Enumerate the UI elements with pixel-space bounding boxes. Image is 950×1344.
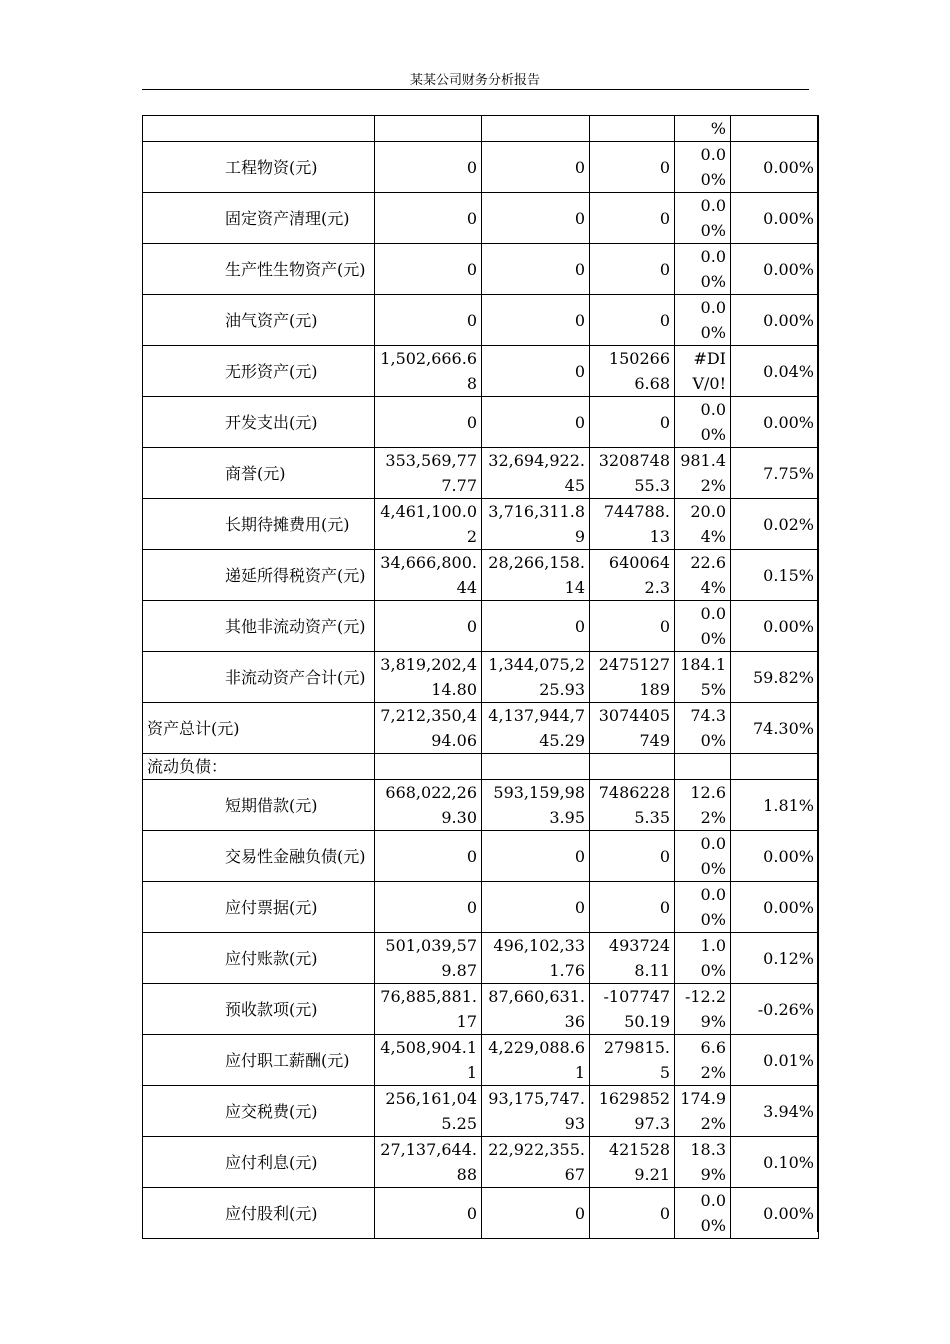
cell-change: 74862285.35 bbox=[590, 780, 675, 831]
row-label bbox=[143, 984, 375, 1035]
cell-current: 0 bbox=[375, 244, 482, 295]
cell-current: 0 bbox=[375, 295, 482, 346]
empty-cell bbox=[482, 754, 590, 780]
table-row bbox=[143, 346, 819, 397]
section-row bbox=[143, 754, 819, 780]
row-label-text: 非流动资产合计(元) bbox=[225, 667, 366, 687]
cell-ratio: 12.62% bbox=[675, 780, 731, 831]
cell-previous: 4,137,944,745.29 bbox=[482, 703, 590, 754]
cell-share: 0.01% bbox=[731, 1035, 819, 1086]
row-label-text: 短期借款(元) bbox=[225, 795, 318, 815]
row-label bbox=[143, 346, 375, 397]
cell-previous: 32,694,922.45 bbox=[482, 448, 590, 499]
cell-ratio: 22.64% bbox=[675, 550, 731, 601]
row-label-text: 资产总计(元) bbox=[147, 718, 240, 738]
row-label bbox=[143, 448, 375, 499]
cell-share: 0.12% bbox=[731, 933, 819, 984]
cell-previous: 22,922,355.67 bbox=[482, 1137, 590, 1188]
cell-previous: 93,175,747.93 bbox=[482, 1086, 590, 1137]
row-label bbox=[143, 652, 375, 703]
cell-ratio: 981.42% bbox=[675, 448, 731, 499]
cell-previous: 593,159,983.95 bbox=[482, 780, 590, 831]
row-label-text: 无形资产(元) bbox=[225, 361, 318, 381]
cell-ratio: 0.00% bbox=[675, 397, 731, 448]
cell-change: 320874855.3 bbox=[590, 448, 675, 499]
cell-previous: 496,102,331.76 bbox=[482, 933, 590, 984]
cell-ratio: 184.15% bbox=[675, 652, 731, 703]
cell-current: 3,819,202,414.80 bbox=[375, 652, 482, 703]
cell-ratio: 0.00% bbox=[675, 244, 731, 295]
row-label-text: 固定资产清理(元) bbox=[225, 208, 350, 228]
row-label-text: 交易性金融负债(元) bbox=[225, 846, 366, 866]
cell-ratio: 18.39% bbox=[675, 1137, 731, 1188]
cell-previous bbox=[482, 116, 590, 142]
cell-previous: 1,344,075,225.93 bbox=[482, 652, 590, 703]
cell-ratio: -12.29% bbox=[675, 984, 731, 1035]
row-label-text: 应付账款(元) bbox=[225, 948, 318, 968]
row-label-text: 应付利息(元) bbox=[225, 1152, 318, 1172]
cell-share: 1.81% bbox=[731, 780, 819, 831]
cell-change bbox=[590, 116, 675, 142]
cell-change: 0 bbox=[590, 601, 675, 652]
cell-share: 0.10% bbox=[731, 1137, 819, 1188]
cell-share: 59.82% bbox=[731, 652, 819, 703]
row-label-text: 递延所得税资产(元) bbox=[225, 565, 366, 585]
cell-share: 0.00% bbox=[731, 142, 819, 193]
cell-previous: 0 bbox=[482, 831, 590, 882]
cell-ratio: % bbox=[675, 116, 731, 142]
cell-share: -0.26% bbox=[731, 984, 819, 1035]
cell-ratio: 6.62% bbox=[675, 1035, 731, 1086]
cell-change: 744788.13 bbox=[590, 499, 675, 550]
cell-current: 1,502,666.68 bbox=[375, 346, 482, 397]
cell-current: 353,569,777.77 bbox=[375, 448, 482, 499]
row-label-text: 应付票据(元) bbox=[225, 897, 318, 917]
cell-current: 256,161,045.25 bbox=[375, 1086, 482, 1137]
cell-change: 0 bbox=[590, 831, 675, 882]
table-row bbox=[143, 780, 819, 831]
cell-ratio: 0.00% bbox=[675, 601, 731, 652]
table-row bbox=[143, 550, 819, 601]
cell-previous: 87,660,631.36 bbox=[482, 984, 590, 1035]
table-row bbox=[143, 1137, 819, 1188]
table-row bbox=[143, 882, 819, 933]
cell-current bbox=[375, 116, 482, 142]
row-label-text: 预收款项(元) bbox=[225, 999, 318, 1019]
row-label bbox=[143, 550, 375, 601]
row-label bbox=[143, 601, 375, 652]
cell-previous: 28,266,158.14 bbox=[482, 550, 590, 601]
table-row bbox=[143, 703, 819, 754]
cell-ratio: 174.92% bbox=[675, 1086, 731, 1137]
row-label-text: 生产性生物资产(元) bbox=[225, 259, 366, 279]
cell-share: 0.00% bbox=[731, 295, 819, 346]
cell-ratio: 0.00% bbox=[675, 142, 731, 193]
row-label-text: 商誉(元) bbox=[225, 463, 286, 483]
cell-share: 0.00% bbox=[731, 193, 819, 244]
table-row bbox=[143, 652, 819, 703]
cell-previous: 0 bbox=[482, 1188, 590, 1239]
cell-ratio: 74.30% bbox=[675, 703, 731, 754]
table-row bbox=[143, 448, 819, 499]
cell-previous: 0 bbox=[482, 601, 590, 652]
table-row bbox=[143, 831, 819, 882]
cell-ratio: 0.00% bbox=[675, 882, 731, 933]
row-label bbox=[143, 1188, 375, 1239]
cell-share: 0.00% bbox=[731, 601, 819, 652]
row-label-text: 其他非流动资产(元) bbox=[225, 616, 366, 636]
empty-cell bbox=[375, 754, 482, 780]
table-row bbox=[143, 601, 819, 652]
empty-cell bbox=[675, 754, 731, 780]
cell-share: 3.94% bbox=[731, 1086, 819, 1137]
cell-share: 0.00% bbox=[731, 831, 819, 882]
cell-ratio: 20.04% bbox=[675, 499, 731, 550]
row-label bbox=[143, 831, 375, 882]
row-label-text: 应付职工薪酬(元) bbox=[225, 1050, 350, 1070]
cell-share: 0.15% bbox=[731, 550, 819, 601]
cell-current: 0 bbox=[375, 601, 482, 652]
cell-name bbox=[143, 116, 375, 142]
cell-ratio: 1.00% bbox=[675, 933, 731, 984]
row-label bbox=[143, 1035, 375, 1086]
empty-cell bbox=[590, 754, 675, 780]
row-label-text: 应交税费(元) bbox=[225, 1101, 318, 1121]
table-row bbox=[143, 244, 819, 295]
row-label-text: 长期待摊费用(元) bbox=[225, 514, 350, 534]
cell-change: 0 bbox=[590, 142, 675, 193]
table-body bbox=[143, 116, 819, 1239]
cell-share: 0.00% bbox=[731, 1188, 819, 1239]
cell-current: 501,039,579.87 bbox=[375, 933, 482, 984]
cell-current: 0 bbox=[375, 193, 482, 244]
row-label bbox=[143, 142, 375, 193]
cell-change: 0 bbox=[590, 882, 675, 933]
cell-change: 162985297.3 bbox=[590, 1086, 675, 1137]
row-label bbox=[143, 193, 375, 244]
table-right-border bbox=[817, 115, 818, 1232]
table-row bbox=[143, 984, 819, 1035]
row-label bbox=[143, 933, 375, 984]
row-label bbox=[143, 780, 375, 831]
cell-current: 0 bbox=[375, 397, 482, 448]
row-label-text: 开发支出(元) bbox=[225, 412, 318, 432]
section-label: 流动负债： bbox=[143, 754, 375, 780]
empty-cell bbox=[731, 754, 819, 780]
cell-previous: 0 bbox=[482, 244, 590, 295]
cell-current: 7,212,350,494.06 bbox=[375, 703, 482, 754]
cell-share: 0.00% bbox=[731, 882, 819, 933]
cell-change: 3074405749 bbox=[590, 703, 675, 754]
page-header-title: 某某公司财务分析报告 bbox=[409, 73, 540, 88]
cell-current: 0 bbox=[375, 882, 482, 933]
table-row bbox=[143, 193, 819, 244]
cell-change: -10774750.19 bbox=[590, 984, 675, 1035]
cell-previous: 0 bbox=[482, 193, 590, 244]
table-row bbox=[143, 397, 819, 448]
cell-current: 0 bbox=[375, 1188, 482, 1239]
cell-change: 4215289.21 bbox=[590, 1137, 675, 1188]
row-label bbox=[143, 244, 375, 295]
table-row bbox=[143, 142, 819, 193]
cell-current: 4,508,904.11 bbox=[375, 1035, 482, 1086]
row-label bbox=[143, 499, 375, 550]
cell-current: 76,885,881.17 bbox=[375, 984, 482, 1035]
cell-change: 1502666.68 bbox=[590, 346, 675, 397]
cell-change: 0 bbox=[590, 193, 675, 244]
cell-ratio: 0.00% bbox=[675, 831, 731, 882]
cell-change: 0 bbox=[590, 1188, 675, 1239]
cell-current: 668,022,269.30 bbox=[375, 780, 482, 831]
cell-ratio: 0.00% bbox=[675, 1188, 731, 1239]
cell-share: 0.00% bbox=[731, 244, 819, 295]
cell-previous: 0 bbox=[482, 346, 590, 397]
cell-current: 34,666,800.44 bbox=[375, 550, 482, 601]
row-label-text: 油气资产(元) bbox=[225, 310, 318, 330]
cell-change: 0 bbox=[590, 397, 675, 448]
cell-change: 279815.5 bbox=[590, 1035, 675, 1086]
table-row bbox=[143, 1188, 819, 1239]
cell-change: 6400642.3 bbox=[590, 550, 675, 601]
cell-ratio: 0.00% bbox=[675, 193, 731, 244]
table-row bbox=[143, 295, 819, 346]
row-label bbox=[143, 1137, 375, 1188]
cell-share: 0.00% bbox=[731, 397, 819, 448]
table-row-continued bbox=[143, 116, 819, 142]
balance-sheet-table bbox=[142, 115, 819, 1239]
cell-share: 74.30% bbox=[731, 703, 819, 754]
cell-change: 4937248.11 bbox=[590, 933, 675, 984]
cell-current: 0 bbox=[375, 142, 482, 193]
cell-share: 7.75% bbox=[731, 448, 819, 499]
cell-change: 0 bbox=[590, 244, 675, 295]
table-row bbox=[143, 1035, 819, 1086]
cell-current: 4,461,100.02 bbox=[375, 499, 482, 550]
table-row bbox=[143, 1086, 819, 1137]
table-row bbox=[143, 933, 819, 984]
row-label bbox=[143, 703, 375, 754]
cell-ratio: #DIV/0! bbox=[675, 346, 731, 397]
cell-previous: 0 bbox=[482, 882, 590, 933]
cell-share bbox=[731, 116, 819, 142]
cell-previous: 3,716,311.89 bbox=[482, 499, 590, 550]
cell-ratio: 0.00% bbox=[675, 295, 731, 346]
cell-current: 0 bbox=[375, 831, 482, 882]
row-label-text: 应付股利(元) bbox=[225, 1203, 318, 1223]
cell-previous: 4,229,088.61 bbox=[482, 1035, 590, 1086]
cell-previous: 0 bbox=[482, 397, 590, 448]
row-label bbox=[143, 1086, 375, 1137]
cell-change: 2475127189 bbox=[590, 652, 675, 703]
cell-share: 0.04% bbox=[731, 346, 819, 397]
row-label bbox=[143, 397, 375, 448]
row-label-text: 工程物资(元) bbox=[225, 157, 318, 177]
table-row bbox=[143, 499, 819, 550]
row-label bbox=[143, 295, 375, 346]
cell-previous: 0 bbox=[482, 295, 590, 346]
cell-previous: 0 bbox=[482, 142, 590, 193]
cell-current: 27,137,644.88 bbox=[375, 1137, 482, 1188]
cell-share: 0.02% bbox=[731, 499, 819, 550]
cell-change: 0 bbox=[590, 295, 675, 346]
header-divider bbox=[142, 89, 809, 90]
row-label bbox=[143, 882, 375, 933]
